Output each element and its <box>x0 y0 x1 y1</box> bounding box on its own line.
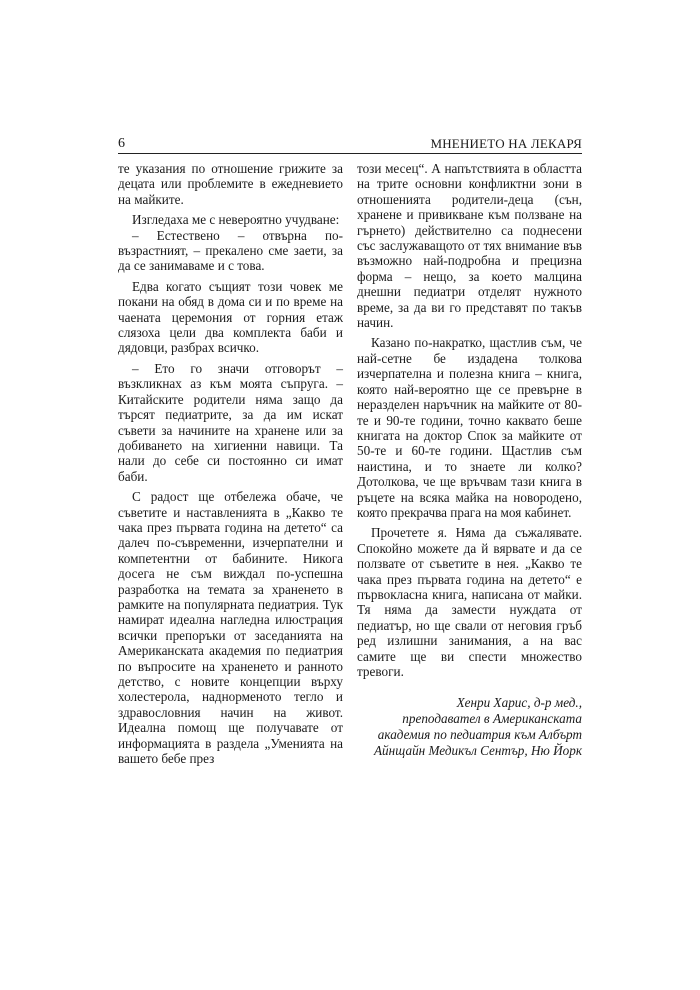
header-rule <box>118 153 582 154</box>
signature-line: академия по педиатрия към Албърт <box>377 727 582 743</box>
right-column <box>357 161 582 759</box>
paragraph: – Ето го значи отговорът – възкликнах аз към моята съпруга. – Китайските родители няма защо да търсят педиатрите, за да им искат съвети за начините на хранене или за добиването на хигиенни навици. Та нали до себе си постоянно си имат баби. <box>118 360 343 484</box>
paragraph: те указания по отношение грижите за децата или проблемите в ежедневието на майките. <box>118 161 343 207</box>
paragraph: Казано по-накратко, щастлив съм, че най-сетне бе издадена толкова изчерпателна и полезна книга – книга, която най-вероятно ще се превърне в неразделен наръчник на майките от 80-те и 90-те години, точно каквато беше книгата на доктор Спок за майките от 50-те и 60-те години. Щастлив съм наистина, и то знаете ли колко? Дотолкова, че ще връчвам тази книга в ръцете на всяка майка на новородено, която прекрачва прага на моя кабинет. <box>357 335 582 520</box>
paragraph: Прочетете я. Няма да съжалявате. Спокойно можете да й вярвате и да се ползвате от съветите в нея. „Какво те чака през първата година на детето“ е първокласна книга, написана от майки. Тя няма да замести нуждата от педиатър, но ще свали от неговия гръб ред излишни занимания, а на вас самите ще ви спести множество тревоги. <box>357 525 582 679</box>
paragraph: Изгледаха ме с невероятно учудване: <box>132 212 340 228</box>
author-signature <box>357 695 582 759</box>
page-number: 6 <box>118 136 125 151</box>
signature-line: Айнщайн Медикъл Сентър, Ню Йорк <box>374 743 582 759</box>
paragraph: С радост ще отбележа обаче, че съветите и наставленията в „Какво те чака през първата година на детето“ са далеч по-съвременни, изчерпателни и компетентни от бабините. Никога досега не съм виждал по-успешна разработка на темата за храненето в рамките на популярната педиатрия. Тук намират идеална нагледна илюстрация всички препоръки от заседанията на Американската академия по педиатрия по въпросите на храненето и ранното детство, с новите концепции върху холестерола, наднорменото тегло и здравословния начин на живот. Идеална помощ ще получавате от информацията в раздела „Уменията на вашето бебе през <box>118 489 343 767</box>
paragraph: този месец“. А напътствията в областта на трите основни конфликтни зони в отношенията родители-деца (сън, хранене и привикване към ползване на гърнето) действително са поднесени със заслужаващото от тях внимание във възможно най-подробна и прецизна форма – нещо, за което малцина днешни педиатри отделят нужното време, за да ви го представят по такъв начин. <box>357 161 582 331</box>
paragraph: Едва когато същият този човек ме покани на обяд в дома си и по време на чаената церемония от горния етаж слязоха цели два комплекта баби и дядовци, разбрах всичко. <box>118 278 343 356</box>
signature-line: Хенри Харис, д-р мед., <box>456 695 582 711</box>
signature-line: преподавател в Американската <box>402 711 582 727</box>
paragraph: – Естествено – отвърна по-възрастният, – прекалено сме заети, за да се занимаваме и с това. <box>118 227 343 274</box>
running-head: МНЕНИЕТО НА ЛЕКАРЯ <box>430 136 582 151</box>
left-column <box>118 161 343 766</box>
